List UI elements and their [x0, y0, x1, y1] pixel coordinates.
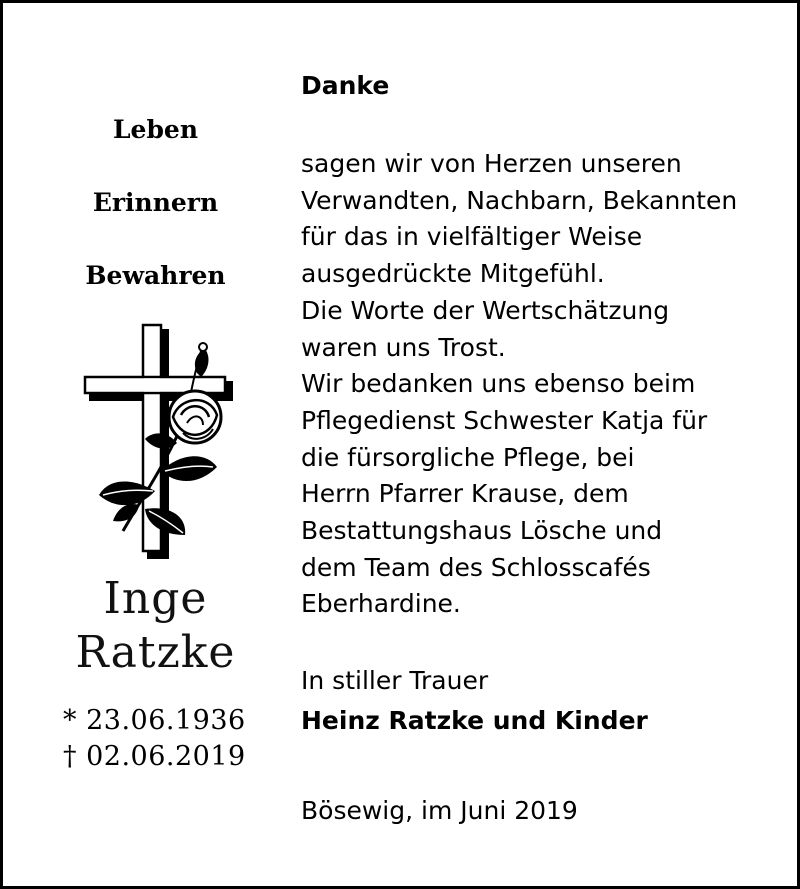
closing-line: In stiller Trauer — [301, 666, 489, 695]
body-line: ausgedrückte Mitgefühl. — [301, 259, 605, 289]
body-line: Eberhardine. — [301, 589, 461, 619]
body-line: Verwandten, Nachbarn, Bekannten — [301, 185, 738, 215]
body-line: die fürsorgliche Pflege, bei — [301, 442, 635, 472]
body-line: Bestattungshaus Lösche und — [301, 516, 663, 546]
death-date: † 02.06.2019 — [63, 741, 246, 772]
thank-you-text — [301, 146, 791, 623]
place-date: Bösewig, im Juni 2019 — [301, 796, 578, 825]
birth-date: * 23.06.1936 — [63, 705, 246, 736]
body-line: sagen wir von Herzen unseren — [301, 149, 682, 178]
signature: Heinz Ratzke und Kinder — [301, 706, 648, 735]
body-line: Die Worte der Wertschätzung — [301, 295, 670, 325]
heading-danke: Danke — [301, 71, 390, 100]
body-line: Wir bedanken uns ebenso beim — [301, 369, 696, 399]
body-line: Pflegedienst Schwester Katja für — [301, 405, 708, 435]
deceased-last-name: Ratzke — [75, 627, 236, 678]
motto-leben: Leben — [112, 115, 199, 144]
body-line: waren uns Trost. — [301, 332, 506, 362]
body-line: für das in vielfältiger Weise — [301, 222, 643, 252]
cross-with-rose-icon — [83, 321, 243, 561]
motto-erinnern: Erinnern — [92, 188, 219, 217]
body-line: dem Team des Schlosscafés — [301, 552, 651, 582]
deceased-first-name: Inge — [103, 573, 208, 624]
motto-bewahren: Bewahren — [85, 261, 226, 290]
body-line: Herrn Pfarrer Krause, dem — [301, 479, 629, 509]
